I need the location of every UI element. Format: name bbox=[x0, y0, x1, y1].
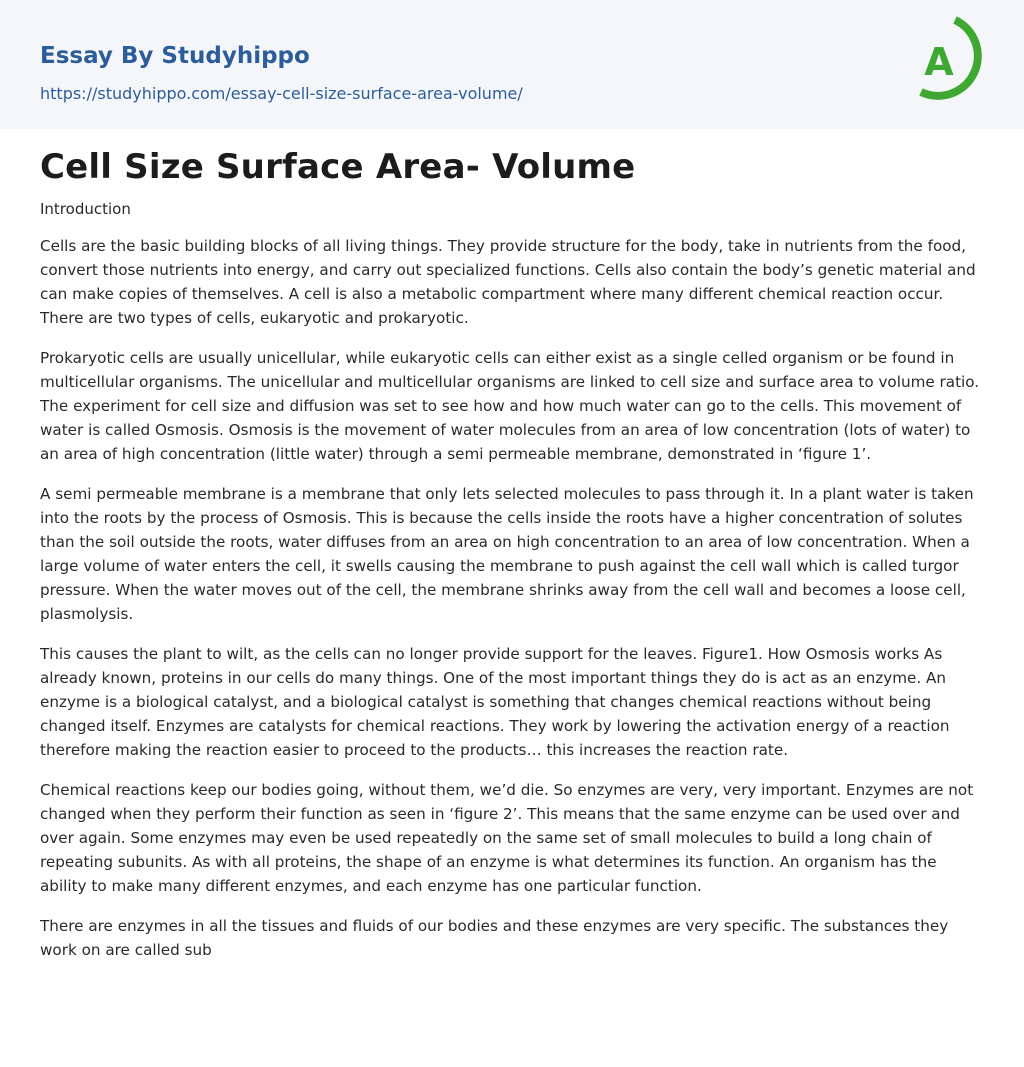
page-title: Cell Size Surface Area- Volume bbox=[40, 147, 636, 187]
paragraph: There are enzymes in all the tissues and fluids of our bodies and these enzymes are very specific. The substances they work on are called sub bbox=[40, 917, 949, 959]
paragraph: Chemical reactions keep our bodies going, without them, we’d die. So enzymes are very, very important. Enzymes are not changed when they perform their function as seen in ‘figure 2’. This means that the same enzyme can be used over and over again. Some enzymes may even be used repeatedly on the same set of small molecules to build a long chain of repeating subunits. As with all proteins, the shape of an enzyme is what determines its function. An organism has the ability to make many different enzymes, and each enzyme has one particular function. bbox=[40, 781, 974, 895]
studyhippo-logo-icon[interactable] bbox=[907, 15, 991, 109]
site-brand[interactable]: Essay By Studyhippo bbox=[40, 43, 310, 69]
paragraph: A semi permeable membrane is a membrane that only lets selected molecules to pass through it. In a plant water is taken into the roots by the process of Osmosis. This is because the cells inside the roots have a higher concentration of solutes than the soil outside the roots, water diffuses from an area on high concentration to an area of low concentration. When a large volume of water enters the cell, it swells causing the membrane to push against the cell wall which is called turgor pressure. When the water moves out of the cell, the membrane shrinks away from the cell wall and becomes a loose cell, plasmolysis. bbox=[40, 485, 974, 623]
essay-url-link[interactable]: https://studyhippo.com/essay-cell-size-surface-area-volume/ bbox=[40, 84, 523, 103]
site-header bbox=[0, 0, 1024, 129]
essay-body bbox=[40, 234, 986, 978]
intro-heading: Introduction bbox=[40, 200, 131, 218]
paragraph: Cells are the basic building blocks of all living things. They provide structure for the body, take in nutrients from the food, convert those nutrients into energy, and carry out specialized functions. Cells also contain the body’s genetic material and can make copies of themselves. A cell is also a metabolic compartment where many different chemical reaction occur. There are two types of cells, eukaryotic and prokaryotic. bbox=[40, 237, 976, 327]
logo-letter: A bbox=[924, 40, 954, 84]
paragraph: This causes the plant to wilt, as the cells can no longer provide support for the leaves. Figure1. How Osmosis works As already known, proteins in our cells do many things. One of the most important things they do is act as an enzyme. An enzyme is a biological catalyst, and a biological catalyst is something that changes chemical reactions without being changed itself. Enzymes are catalysts for chemical reactions. They work by lowering the activation energy of a reaction therefore making the reaction easier to proceed to the products… this increases the reaction rate. bbox=[40, 645, 950, 759]
paragraph: Prokaryotic cells are usually unicellular, while eukaryotic cells can either exist as a single celled organism or be found in multicellular organisms. The unicellular and multicellular organisms are linked to cell size and surface area to volume ratio. The experiment for cell size and diffusion was set to see how and how much water can go to the cells. This movement of water is called Osmosis. Osmosis is the movement of water molecules from an area of low concentration (lots of water) to an area of high concentration (little water) through a semi permeable membrane, demonstrated in ‘figure 1’. bbox=[40, 349, 980, 463]
